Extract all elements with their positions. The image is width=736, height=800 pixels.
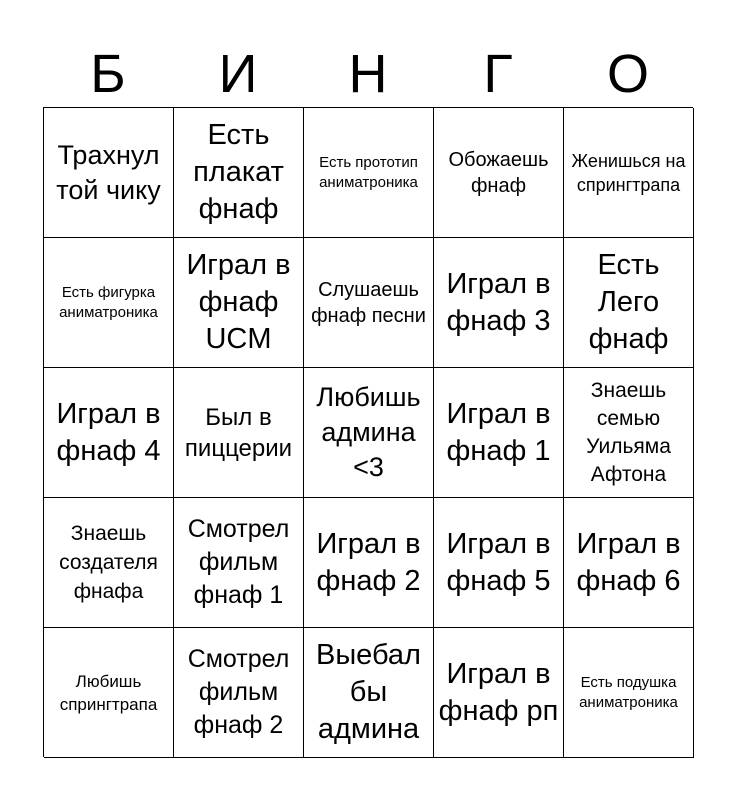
bingo-cell-text: Знаешь семью Уильяма Афтона [586, 378, 671, 486]
bingo-board [43, 107, 693, 757]
bingo-cell-text: Играл в фнаф 4 [56, 397, 161, 467]
bingo-cell-r4-c1[interactable] [44, 498, 174, 628]
bingo-cell-r2-c4[interactable] [434, 238, 564, 368]
bingo-cell-r3-c4[interactable] [434, 368, 564, 498]
bingo-cell-text: Трахнул той чику [56, 139, 161, 205]
bingo-cell-text: Есть фигурка аниматроника [59, 283, 158, 321]
bingo-cell-r4-c5[interactable] [564, 498, 694, 628]
bingo-cell-text: Слушаешь фнаф песни [311, 278, 426, 327]
bingo-cell-text: Выебал бы админа [316, 639, 421, 745]
bingo-cell-text: Есть Лего фнаф [588, 249, 669, 355]
bingo-cell-r1-c1[interactable] [44, 108, 174, 238]
header-letter-o: О [606, 44, 649, 104]
bingo-cell-text: Играл в фнаф 2 [316, 527, 421, 597]
header-letter-i: И [218, 44, 258, 104]
bingo-cell-r1-c2[interactable] [174, 108, 304, 238]
bingo-cell-text: Есть подушка аниматроника [579, 673, 678, 711]
bingo-cell-text: Играл в фнаф 5 [446, 527, 551, 597]
bingo-cell-text: Любишь спрингтрапа [59, 671, 158, 714]
bingo-cell-text: Есть прототип аниматроника [319, 153, 418, 191]
bingo-cell-r2-c5[interactable] [564, 238, 694, 368]
bingo-cell-text: Играл в фнаф 6 [576, 527, 681, 597]
bingo-cell-text: Играл в фнаф 1 [446, 397, 551, 467]
bingo-cell-r2-c3[interactable] [304, 238, 434, 368]
bingo-cell-text: Обожаешь фнаф [448, 148, 549, 197]
bingo-cell-r3-c3[interactable] [304, 368, 434, 498]
bingo-cell-r5-c2[interactable] [174, 628, 304, 758]
bingo-cell-r4-c2[interactable] [174, 498, 304, 628]
bingo-cell-text: Играл в фнаф UCM [186, 249, 291, 355]
bingo-cell-text: Играл в фнаф рп [438, 657, 559, 727]
bingo-cell-r2-c1[interactable] [44, 238, 174, 368]
bingo-cell-r5-c1[interactable] [44, 628, 174, 758]
bingo-cell-r5-c4[interactable] [434, 628, 564, 758]
bingo-cell-text: Любишь админа <3 [316, 382, 421, 482]
header-letter-g: Г [483, 44, 513, 104]
header-letter-n: Н [348, 44, 388, 104]
bingo-cell-text: Смотрел фильм фнаф 2 [187, 645, 290, 739]
bingo-cell-r4-c4[interactable] [434, 498, 564, 628]
bingo-cell-r2-c2[interactable] [174, 238, 304, 368]
bingo-cell-r1-c4[interactable] [434, 108, 564, 238]
bingo-cell-text: Играл в фнаф 3 [446, 267, 551, 337]
bingo-cell-r1-c3[interactable] [304, 108, 434, 238]
bingo-header [43, 40, 693, 108]
bingo-cell-r3-c2[interactable] [174, 368, 304, 498]
bingo-cell-text: Женишься на спрингтрапа [571, 150, 686, 195]
bingo-cell-r4-c3[interactable] [304, 498, 434, 628]
bingo-cell-text: Смотрел фильм фнаф 1 [187, 515, 290, 609]
bingo-cell-r3-c5[interactable] [564, 368, 694, 498]
bingo-cell-r5-c5[interactable] [564, 628, 694, 758]
bingo-cell-text: Был в пиццерии [184, 403, 293, 462]
bingo-cell-r1-c5[interactable] [564, 108, 694, 238]
bingo-cell-r3-c1[interactable] [44, 368, 174, 498]
header-letter-b: Б [90, 44, 126, 104]
bingo-cell-text: Знаешь создателя фнафа [59, 522, 158, 603]
bingo-cell-r5-c3[interactable] [304, 628, 434, 758]
bingo-cell-text: Есть плакат фнаф [193, 119, 284, 225]
